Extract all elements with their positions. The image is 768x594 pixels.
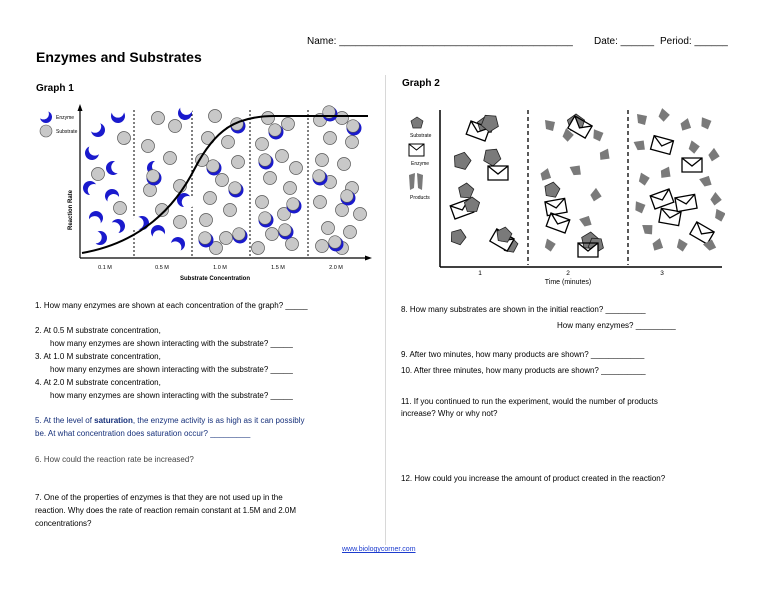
product-shape	[579, 214, 593, 229]
substrate-shape	[316, 240, 329, 253]
question-8-line1: 8. How many substrates are shown in the initial reaction? _________	[401, 305, 646, 314]
saturation-term: saturation	[94, 416, 133, 425]
graph2-tick: 3	[660, 270, 664, 277]
enzyme-substrate-complex	[259, 212, 274, 228]
substrate-shape	[114, 202, 127, 215]
substrate-shape	[174, 216, 187, 229]
enzyme-substrate-complex	[259, 154, 274, 170]
substrate-shape	[543, 181, 560, 198]
product-shape	[570, 164, 583, 178]
question-4-line2: how many enzymes are shown interacting with the substrate? _____	[50, 391, 293, 400]
question-10: 10. After three minutes, how many products are shown? __________	[401, 366, 646, 375]
substrate-shape	[282, 118, 295, 131]
graph1-tick: 2.0 M	[329, 265, 343, 271]
product-shape	[543, 239, 556, 253]
substrate-shape	[354, 208, 367, 221]
question-3-line2: how many enzymes are shown interacting with the substrate? _____	[50, 365, 293, 374]
question-12: 12. How could you increase the amount of product created in the reaction?	[401, 474, 666, 483]
question-5-text-pre: At the level of	[41, 416, 95, 425]
product-shape	[657, 108, 671, 123]
question-3-line1: 3. At 1.0 M substrate concentration,	[35, 352, 161, 361]
substrate-shape	[222, 136, 235, 149]
enzyme-substrate-complex	[233, 228, 248, 244]
substrate-shape	[284, 182, 297, 195]
substrate-shape	[200, 214, 213, 227]
date-field-line[interactable]: Date: ______	[594, 36, 655, 47]
footer-link[interactable]: www.biologycorner.com	[342, 546, 416, 553]
enzyme-substrate-complex	[347, 120, 362, 136]
question-11-line2: increase? Why or why not?	[401, 409, 498, 418]
substrate-shape	[286, 238, 299, 251]
graph2-legend	[409, 117, 432, 201]
enzyme-shape	[545, 198, 567, 215]
product-shape	[634, 139, 647, 153]
page-title: Enzymes and Substrates	[36, 49, 202, 65]
substrate-shape	[209, 110, 222, 123]
product-shape	[634, 201, 646, 214]
product-shape	[538, 168, 553, 182]
question-2-line1: 2. At 0.5 M substrate concentration,	[35, 326, 161, 335]
enzyme-shape	[488, 166, 508, 180]
substrate-shape	[164, 152, 177, 165]
enzyme-shape	[175, 190, 196, 211]
product-shape	[675, 239, 688, 253]
substrate-shape	[169, 120, 182, 133]
enzyme-substrate-complex	[329, 236, 344, 252]
graph1-tick: 0.5 M	[155, 265, 169, 271]
graph1-x-axis-label: Substrate Concentration	[179, 276, 251, 282]
question-4-line1: 4. At 2.0 M substrate concentration,	[35, 378, 161, 387]
question-8-line2: How many enzymes? _________	[557, 321, 676, 330]
enzyme-shape	[147, 222, 169, 244]
graph2-legend-products-label: Products	[410, 195, 430, 201]
product-shape	[588, 188, 603, 203]
substrate-shape	[252, 242, 265, 255]
substrate-shape	[266, 228, 279, 241]
graph2-legend-substrate-label: Substrate	[410, 133, 432, 139]
enzyme-shape	[107, 217, 126, 236]
graph1-figure	[30, 98, 375, 288]
question-5-text-post: , the enzyme activity is as high as it can possibly	[132, 416, 305, 425]
substrate-shape	[256, 196, 269, 209]
substrate-shape	[264, 172, 277, 185]
enzyme-substrate-complex	[287, 198, 302, 214]
enzyme-shape	[89, 120, 105, 137]
product-shape	[592, 129, 604, 142]
product-shape	[714, 209, 725, 222]
substrate-shape	[118, 132, 131, 145]
enzyme-substrate-complex	[313, 170, 328, 186]
enzyme-shape	[84, 142, 103, 161]
period-field-line[interactable]: Period: ______	[660, 36, 728, 47]
question-2-line2: how many enzymes are shown interacting with the substrate? _____	[50, 339, 293, 348]
product-shape	[637, 173, 650, 187]
product-shape	[706, 148, 721, 163]
enzyme-shape	[103, 157, 125, 179]
enzyme-shape	[87, 226, 110, 249]
substrate-shape	[346, 136, 359, 149]
substrate-shape	[232, 156, 245, 169]
enzyme-substrate-complex	[229, 182, 244, 198]
graph1-tick: 0.1 M	[98, 265, 112, 271]
product-shape	[708, 192, 723, 207]
question-9: 9. After two minutes, how many products are shown? ____________	[401, 350, 645, 359]
graph2-heading: Graph 2	[402, 78, 440, 89]
question-6: 6. How could the reaction rate be increased?	[35, 455, 194, 464]
substrate-shape	[314, 196, 327, 209]
substrate-shape	[204, 192, 217, 205]
substrate-shape	[142, 140, 155, 153]
question-7-line2: reaction. Why does the rate of reaction remain constant at 1.5M and 2.0M	[35, 506, 297, 515]
question-5-line1	[35, 415, 304, 427]
substrate-shape	[344, 226, 357, 239]
graph1-y-axis-label: Reaction Rate	[68, 189, 74, 231]
question-11-line1: 11. If you continued to run the experiment, would the number of products	[401, 397, 658, 406]
enzyme-shape	[167, 236, 186, 255]
question-7-line1: 7. One of the properties of enzymes is that they are not used up in the	[35, 493, 283, 502]
enzyme-shape	[106, 103, 129, 126]
substrate-shape	[262, 112, 275, 125]
substrate-shape	[276, 150, 289, 163]
question-5-number: 5.	[35, 416, 42, 425]
product-shape	[659, 167, 673, 180]
substrate-shape	[322, 222, 335, 235]
substrate-shape	[316, 154, 329, 167]
substrate-shape	[336, 204, 349, 217]
substrate-shape	[452, 150, 473, 170]
enzyme-substrate-complex	[323, 106, 338, 122]
column-divider	[385, 75, 386, 545]
product-shape	[637, 114, 647, 125]
enzyme-substrate-complex	[207, 160, 222, 176]
graph1-legend-substrate-label: Substrate	[56, 129, 78, 135]
product-shape	[678, 118, 693, 132]
product-shape	[545, 120, 555, 131]
graph2-figure	[400, 95, 725, 295]
graph2-tick: 1	[478, 270, 482, 277]
graph2-tick: 2	[566, 270, 570, 277]
enzyme-shape	[174, 100, 196, 122]
enzyme-shape	[546, 213, 570, 233]
substrate-shape	[220, 232, 233, 245]
graph2-x-axis-label: Time (minutes)	[544, 279, 592, 286]
product-shape	[642, 223, 654, 236]
enzyme-shape	[675, 194, 697, 211]
enzyme-shape	[650, 189, 674, 209]
substrate-shape	[324, 132, 337, 145]
enzyme-shape	[81, 178, 102, 199]
substrate-shape	[152, 112, 165, 125]
question-7-line3: concentrations?	[35, 519, 92, 528]
graph1-legend	[38, 109, 78, 137]
enzyme-shape	[84, 208, 106, 230]
enzyme-substrate-complex	[199, 232, 214, 248]
substrate-shape	[481, 145, 504, 168]
enzyme-shape	[682, 158, 702, 172]
product-shape	[699, 174, 713, 189]
question-1: 1. How many enzymes are shown at each concentration of the graph? _____	[35, 301, 308, 310]
substrate-shape	[216, 174, 229, 187]
enzyme-shape	[651, 136, 674, 155]
substrate-shape	[224, 204, 237, 217]
name-field-line[interactable]: Name: __________________________________________	[307, 36, 573, 47]
substrate-shape	[92, 168, 105, 181]
product-shape	[650, 238, 665, 252]
substrate-shape	[458, 182, 474, 198]
product-shape	[687, 140, 701, 154]
enzyme-substrate-complex	[269, 124, 284, 140]
question-5-line2: be. At what concentration does saturation occur? _________	[35, 429, 251, 438]
substrate-shape	[449, 227, 468, 246]
product-shape	[700, 117, 712, 130]
substrate-shape	[338, 158, 351, 171]
substrate-shape	[290, 162, 303, 175]
graph1-heading: Graph 1	[36, 83, 74, 94]
graph2-legend-enzyme-label: Enzyme	[411, 161, 430, 167]
product-shape	[598, 149, 612, 162]
graph1-legend-enzyme-label: Enzyme	[56, 115, 75, 121]
substrate-shape	[256, 138, 269, 151]
graph1-tick: 1.0 M	[213, 265, 227, 271]
graph1-tick: 1.5 M	[271, 265, 285, 271]
enzyme-substrate-complex	[279, 224, 294, 240]
